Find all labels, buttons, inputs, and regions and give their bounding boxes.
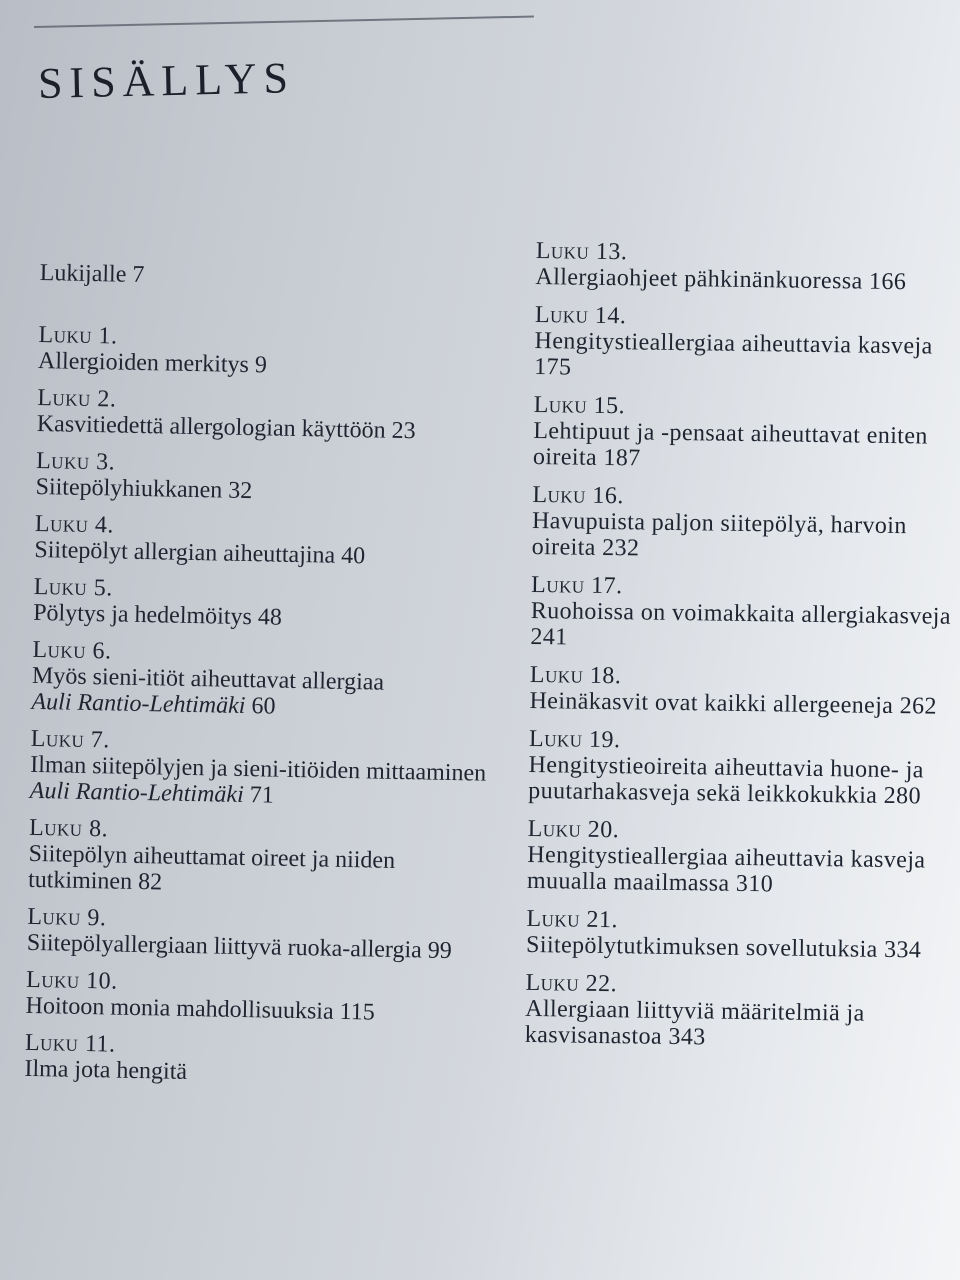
chapter-title-line [534,328,959,386]
chapter-title: Ilman siitepölyjen ja sieni-itiöiden mittaaminen [30,751,487,787]
toc-entry [535,238,960,296]
chapter-label: Luku 6. [32,636,112,665]
toc-entry [532,482,957,566]
chapter-page-number: 99 [427,937,453,965]
chapter-title: Allergiaohjeet pähkinänkuoressa [535,263,863,295]
chapter-label: Luku 16. [532,481,625,510]
chapter-title: Lehtipuut ja -pensaat aiheuttavat eniten oireita [532,417,928,471]
chapter-label: Luku 2. [37,384,117,413]
chapter-page-number: 48 [257,604,283,631]
toc-entry [27,904,498,965]
chapter-title: Havupuista paljon siitepölyä, harvoin oireita [531,507,907,561]
chapter-page-number: 175 [534,353,572,381]
toc-entry [529,662,954,720]
chapter-title: Hengitystieallergiaa aiheuttavia kasveja [534,327,933,360]
toc-entry [533,392,958,476]
toc-entry [28,815,499,902]
chapter-label: Luku 9. [27,903,107,932]
chapter-title: Hoitoon monia mahdollisuuksia [25,992,334,1025]
chapter-author: Auli Rantio-Lehtimäki [31,688,246,720]
chapter-author: Auli Rantio-Lehtimäki [29,777,245,809]
chapter-page-number: 232 [602,534,640,562]
chapter-label: Luku 14. [534,301,627,330]
chapter-page-number: 23 [391,417,416,445]
chapter-label: Luku 1. [38,321,118,350]
chapter-title: Allergioiden merkitys [37,347,250,379]
chapter-title: Hengitystieallergiaa aiheuttavia kasveja muualla maailmassa [526,841,926,897]
toc-entry [527,816,952,900]
chapter-page-number: 32 [228,477,253,505]
toc-entry [24,1030,495,1091]
chapter-page-number: 9 [254,352,268,379]
toc-entry [30,726,501,813]
toc-entry [528,726,953,810]
chapter-title-line [528,752,953,810]
chapter-title-line [535,264,959,296]
chapter-title: Siitepölyt allergian aiheuttajina [34,536,336,569]
toc-right-list [525,238,960,1054]
chapter-label: Luku 10. [25,966,118,995]
chapter-page-number: 343 [668,1023,706,1051]
chapter-title: Ilma jota hengitä [24,1055,188,1085]
chapter-title-line [530,598,955,656]
chapter-title: Allergiaan liittyviä määritelmiä ja kasvisanastoa [524,995,865,1050]
chapter-title: Siitepölyhiukkanen [35,473,223,504]
chapter-label: Luku 7. [30,725,111,754]
chapter-title-line [527,842,952,900]
chapter-title: Siitepölyallergiaan liittyvä ruoka-allergia [26,929,423,964]
chapter-title-line [526,932,950,964]
intro-title: Lukijalle 7 [39,260,145,289]
chapter-label: Luku 19. [528,725,621,754]
chapter-page-number: 71 [249,782,274,809]
toc-entry [38,322,509,383]
chapter-page-number: 40 [340,542,366,570]
toc-entry [534,302,959,386]
chapter-page-number: 82 [137,868,163,896]
chapter-page-number: 334 [883,936,922,964]
chapter-title: Pölytys ja hedelmöitys [32,599,253,631]
toc-entry [34,511,505,572]
chapter-title-line [533,418,958,476]
chapter-page-number: 166 [868,268,907,296]
toc-entry [31,637,502,724]
chapter-page-number: 187 [603,444,641,472]
chapter-page-number: 280 [883,782,922,810]
chapter-page-number: 60 [251,693,276,720]
toc-left-list [24,322,509,1091]
top-rule [34,16,534,28]
chapter-page-number: 262 [899,693,938,720]
chapter-label: Luku 3. [35,447,116,476]
chapter-label: Luku 8. [28,814,109,843]
chapter-title: Ruohoissa on voimakkaita allergiakasveja [530,597,952,630]
toc-right-column [525,238,960,1066]
chapter-title: Siitepölytutkimuksen sovellutuksia [525,931,878,963]
chapter-page-number: 115 [339,998,375,1026]
chapter-label: Luku 17. [530,571,623,600]
chapter-label: Luku 18. [529,661,622,690]
toc-entry [33,574,504,635]
chapter-page-number: 310 [735,870,774,898]
chapter-title: Siitepölyn aiheuttamat oireet ja niiden tutkiminen [27,840,396,895]
chapter-page-number: 241 [530,623,568,651]
chapter-label: Luku 4. [34,510,115,539]
chapter-label: Luku 15. [533,391,626,420]
chapter-label: Luku 22. [525,969,618,998]
page-title: SISÄLLYS [37,53,296,108]
toc-entry [35,448,506,509]
chapter-title-line [525,996,950,1054]
toc-entry [526,906,951,964]
chapter-label: Luku 5. [33,573,113,602]
toc-entry [530,572,955,656]
chapter-title: Heinäkasvit ovat kaikki allergeeneja [529,687,894,720]
toc-entry [37,385,508,446]
chapter-title-line [529,688,953,720]
toc-entry [25,967,496,1028]
chapter-label: Luku 20. [527,815,620,844]
chapter-title: Kasvitiedettä allergologian käyttöön [36,410,386,444]
chapter-title-line [532,508,957,566]
toc-left-column [24,260,510,1102]
chapter-title-line [28,841,499,902]
chapter-label: Luku 21. [526,905,619,934]
toc-entry-intro [40,260,510,295]
chapter-label: Luku 13. [535,238,628,266]
chapter-title: Myös sieni-itiöt aiheuttavat allergiaa [31,662,385,696]
chapter-label: Luku 11. [24,1029,116,1058]
chapter-title: Hengitystieoireita aiheuttavia huone- ja puutarhakasveja sekä leikkokukkia [528,751,924,809]
toc-entry [525,970,950,1054]
